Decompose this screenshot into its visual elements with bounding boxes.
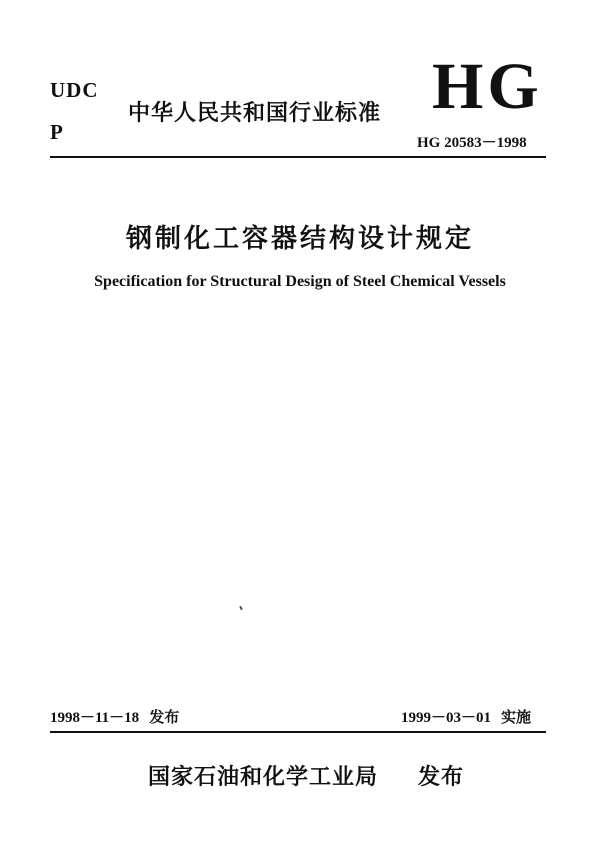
scan-speck [239, 606, 243, 610]
document-title-english: Specification for Structural Design of Steel Chemical Vessels [94, 273, 506, 290]
issue-label: 发布 [149, 708, 180, 726]
classification-code: P [50, 120, 63, 144]
standard-mark: HG [432, 50, 543, 123]
issuer-action: 发布 [418, 765, 465, 790]
udc-label: UDC [50, 78, 99, 102]
standard-number: HG 20583－1998 [417, 135, 527, 151]
document-title-chinese: 钢制化工容器结构设计规定 [125, 224, 474, 254]
implementation-date-line [401, 706, 531, 727]
implementation-label: 实施 [501, 708, 532, 726]
issuer-line [148, 760, 464, 791]
implementation-date: 1999－03－01 [401, 710, 492, 726]
header-divider [50, 156, 546, 158]
issue-date-line [50, 706, 179, 727]
footer-divider [50, 731, 546, 733]
issue-date: 1998－11－18 [50, 710, 140, 726]
issuing-authority: 国家石油和化学工业局 [148, 765, 379, 790]
standard-type-heading: 中华人民共和国行业标准 [128, 101, 382, 126]
